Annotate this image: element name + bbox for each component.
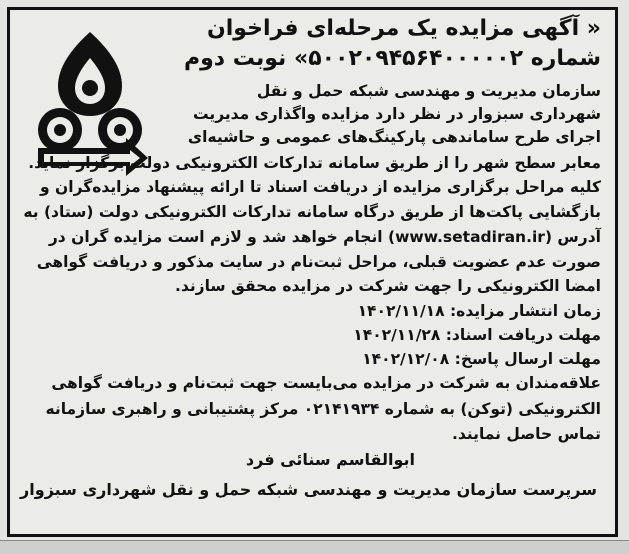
body-line-7: آدرس (www.setadiran.ir) انجام خواهد شد و لازم است مزایده گران در [48, 228, 601, 246]
body-line-5: کلیه مراحل برگزاری مزایده از دریافت اسناد تا ارائه پیشنهاد مزایده‌گران و [40, 178, 601, 196]
notice-title-line-1: « آگهی مزایده یک مرحله‌ای فراخوان [206, 16, 601, 41]
body-line-1: سازمان مدیریت و مهندسی شبکه حمل و نقل [256, 82, 601, 100]
page-bottom-edge [0, 540, 629, 554]
publish-date: زمان انتشار مزایده: ۱۴۰۲/۱۱/۱۸ [357, 302, 601, 320]
body-line-13: علاقه‌مندان به شرکت در مزایده می‌بایست جهت ثبت‌نام و دریافت گواهی [51, 374, 601, 392]
signer-name: ابوالقاسم سنائی فرد [245, 450, 415, 469]
body-line-15: تماس حاصل نمایند. [451, 425, 601, 443]
signer-title: سرپرست سازمان مدیریت و مهندسی شبکه حمل و نقل شهرداری سبزوار [20, 480, 597, 499]
body-line-4: معابر سطح شهر را از طریق سامانه تدارکات الکترونیکی دولت برگزار نماید. [28, 154, 601, 172]
body-line-9: امضا الکترونیکی را جهت شرکت در مزایده محقق سازند. [174, 277, 601, 295]
notice-frame [7, 7, 618, 537]
body-line-6: بازگشایی پاکت‌ها از طریق درگاه سامانه تدارکات الکترونیکی دولت (ستاد) به [23, 203, 601, 221]
body-line-8: صورت عدم عضویت قبلی، مراحل ثبت‌نام در سایت مذکور و دریافت گواهی [36, 253, 601, 271]
response-deadline: مهلت ارسال پاسخ: ۱۴۰۲/۱۲/۰۸ [362, 350, 601, 368]
body-line-2: شهرداری سبزوار در نظر دارد مزایده واگذاری مدیریت [192, 105, 601, 123]
notice-title-line-2: شماره ۵۰۰۲۰۹۴۵۶۴۰۰۰۰۰۲» نوبت دوم [183, 46, 601, 71]
body-line-14: الکترونیکی (توکن) به شماره ۰۲۱۴۱۹۳۴ مرکز پشتیبانی و راهبری سازمانه [45, 400, 601, 418]
documents-deadline: مهلت دریافت اسناد: ۱۴۰۲/۱۱/۲۸ [353, 326, 601, 344]
body-line-3: اجرای طرح ساماندهی پارکینگ‌های عمومی و حاشیه‌ای [187, 128, 601, 146]
